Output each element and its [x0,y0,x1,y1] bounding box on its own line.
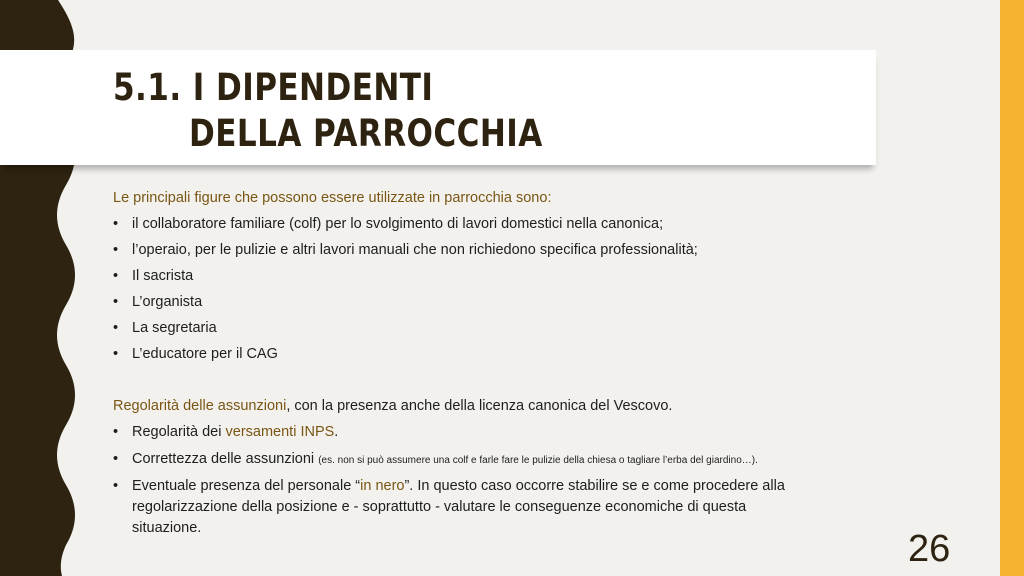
regularity-highlight: Regolarità delle assunzioni [113,398,287,414]
point-highlight: in nero [360,478,405,494]
point-end: ”. In questo caso occorre stabilire se e come procedere alla regolarizzazione della posizione e - soprattutto - valutare le conseguenze economiche di questa situazione. [132,478,785,536]
list-item [113,344,793,364]
regularity-rest: , con la presenza anche della licenza canonica del Vescovo. [286,398,673,414]
points-list [113,422,793,539]
list-item-text: L’educatore per il CAG [132,346,278,362]
intro-text: Le principali figure che possono essere utilizzate in parrocchia sono: [113,190,552,206]
point-text: Regolarità dei [132,424,226,440]
point-highlight: versamenti INPS [225,424,335,440]
list-item-text: il collaboratore familiare (colf) per lo svolgimento di lavori domestici nella canonica; [132,216,664,232]
bullet-icon: • [113,294,119,310]
accent-strip [1000,0,1024,576]
bullet-icon: • [113,346,119,362]
list-item-text: l’operaio, per le pulizie e altri lavori manuali che non richiedono specifica professionalità; [132,242,698,258]
page-number: 26 [908,528,951,570]
bullet-icon: • [113,320,119,336]
slide-title-line-1: 5.1. I DIPENDENTI [113,66,434,109]
point-text: Correttezza delle assunzioni [132,451,319,467]
list-item-text: L’organista [132,294,203,310]
bullet-icon: • [113,451,119,467]
bullet-icon: • [113,478,119,494]
list-item [113,292,793,312]
list-item [113,449,793,470]
point-end: . [334,424,339,440]
bullet-icon: • [113,424,119,440]
list-item [113,318,793,338]
list-item-text: La segretaria [132,320,217,336]
list-item [113,240,793,260]
list-item [113,476,793,539]
bullet-icon: • [113,216,119,232]
regularity-paragraph [113,396,793,416]
list-item-text: Il sacrista [132,268,194,284]
list-item [113,266,793,286]
bullet-icon: • [113,268,119,284]
figures-list [113,214,793,364]
slide-body [113,188,793,545]
point-text: Eventuale presenza del personale “ [132,478,361,494]
list-item [113,422,793,443]
bullet-icon: • [113,242,119,258]
slide-title-line-2: DELLA PARROCCHIA [189,112,543,155]
list-item [113,214,793,234]
point-note: (es. non si può assumere una colf e farle fare le pulizie della chiesa o tagliare l’erba del giardino…). [318,455,758,466]
